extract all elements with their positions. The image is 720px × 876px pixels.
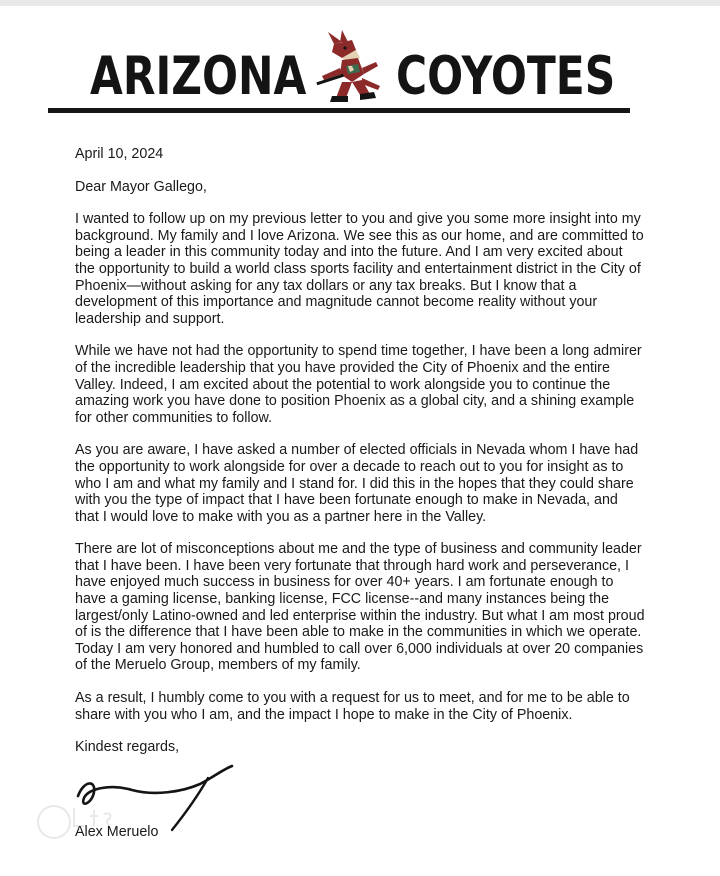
letter-date: April 10, 2024	[75, 146, 164, 162]
letterhead	[48, 28, 630, 118]
letter-paragraph: As you are aware, I have asked a number of elected officials in Nevada whom I have had the opportunity to work alongside for over a decade to reach out to you for insight as to who I am and what my family and I stand for. I did this in the hopes that they could share with you the type of impact that I have been fortunate enough to make in Nevada, and that I would love to make with you as a partner here in the Valley.	[75, 442, 639, 525]
coyote-kachina-logo-icon	[312, 28, 384, 104]
letter-paragraph: There are lot of misconceptions about me and the type of business and community leader that I have been. I have been very fortunate that through hard work and perseverance, I have enjoyed much success in business for over 40+ years. I am fortunate enough to have a gaming license, banking license, FCC license--and many instances being the largest/only Latino-owned and led enterprise within the industry. But what I am most proud of is the difference that I have been able to make in the communities in which we operate. Today I am very honored and humbled to call over 6,000 individuals at over 20 companies of the Meruelo Group, members of my family.	[75, 541, 645, 674]
letter-paragraph: While we have not had the opportunity to spend time together, I have been a long admirer of the incredible leadership that you have provided the City of Phoenix and the entire Valley. Indeed, I am excited about the potential to work alongside you to continue the amazing work you have done to position Phoenix as a global city, and a shining example for other communities to follow.	[75, 343, 642, 426]
brand-name-left: ARIZONA	[90, 46, 307, 107]
letter-closing: Kindest regards,	[75, 739, 180, 756]
letterhead-rule	[48, 108, 630, 113]
signer-name: Alex Meruelo	[75, 824, 159, 840]
letter-paragraph: I wanted to follow up on my previous letter to you and give you some more insight into my background. My family and I love Arizona. We see this as our home, and are committed to being a leader in this community today and into the future. And I am very excited about the opportunity to build a world class sports facility and entertainment district in the City of Phoenix—without asking for any tax dollars or any tax breaks. But I know that a development of this importance and magnitude cannot become reality without your leadership and support.	[75, 211, 644, 327]
letter-paragraph: As a result, I humbly come to you with a request for us to meet, and for me to be able to share with you who I am, and the impact I hope to make in the City of Phoenix.	[75, 690, 630, 723]
letter-greeting: Dear Mayor Gallego,	[75, 178, 207, 195]
brand-name-right: COYOTES	[396, 46, 616, 107]
letter-page	[0, 6, 720, 876]
letter-body	[75, 146, 645, 756]
